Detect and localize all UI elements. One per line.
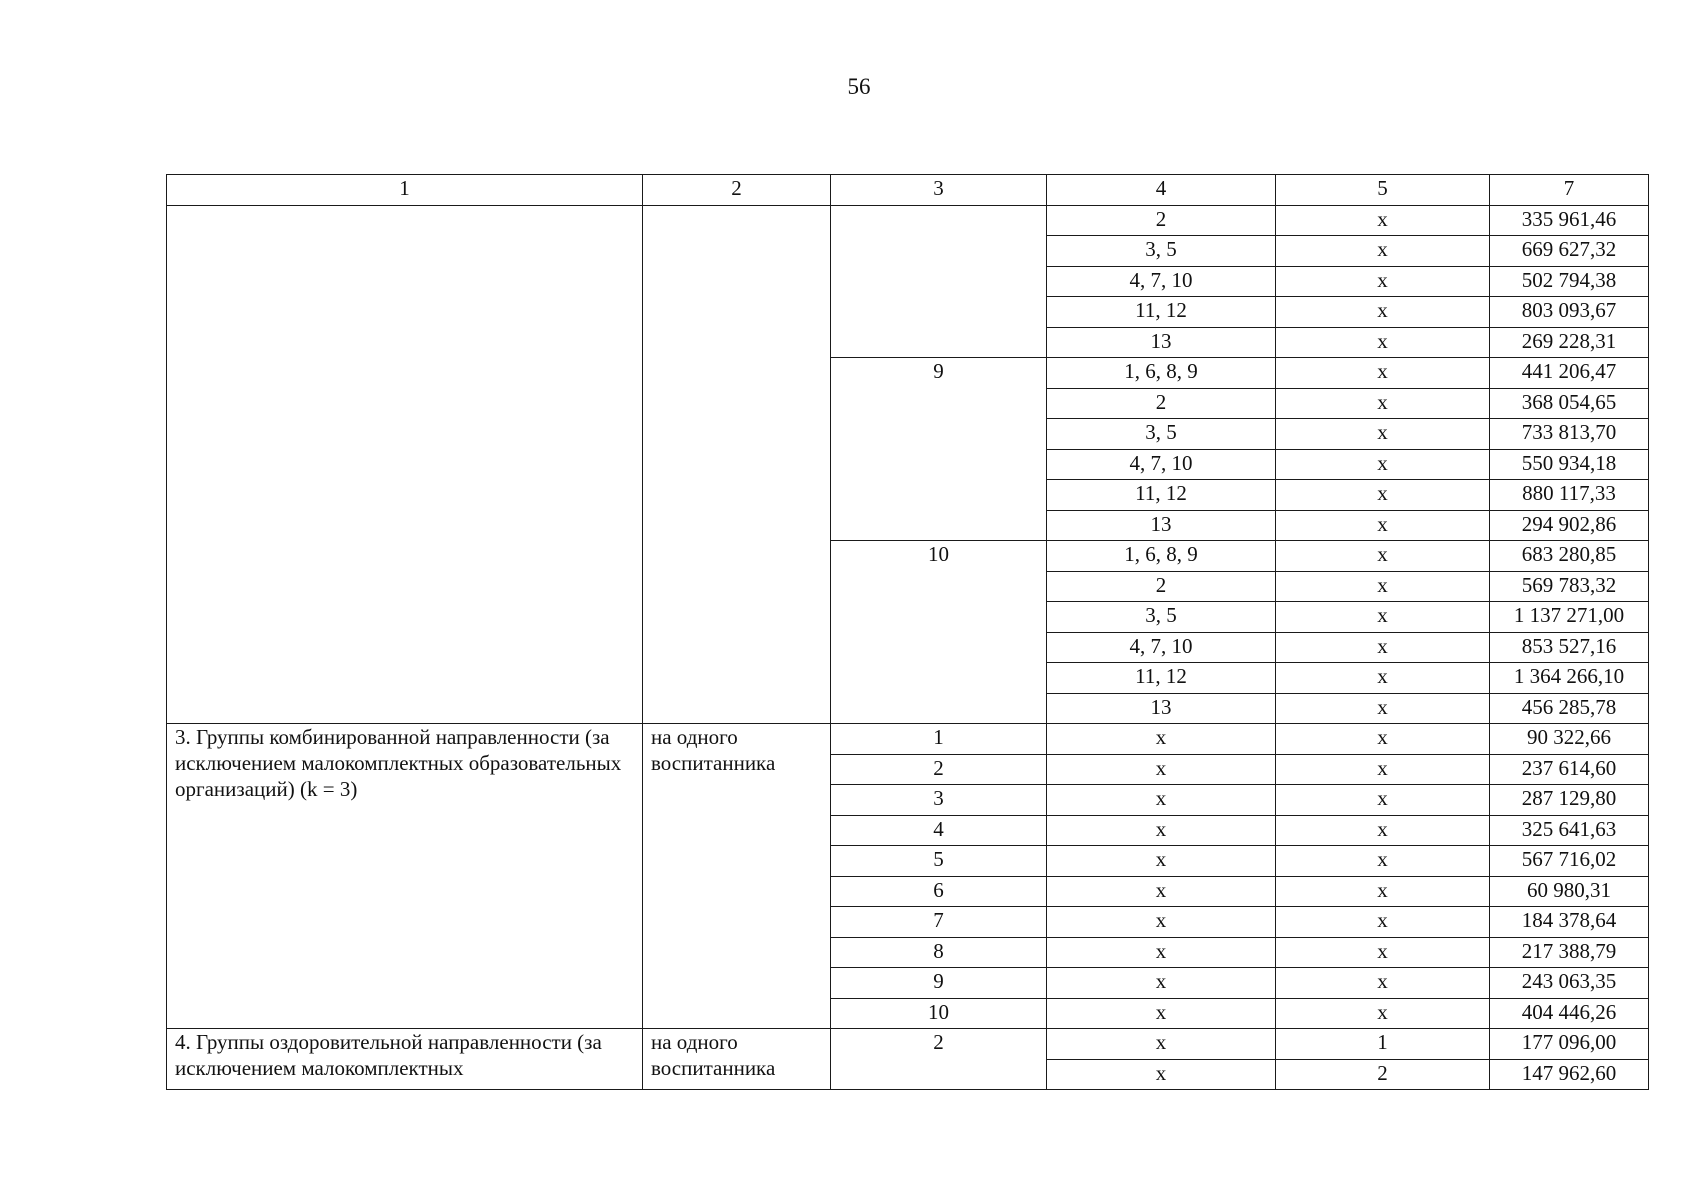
section-description: 3. Группы комбинированной направленности (за исключением малокомплектных образовательных организаций) (k = 3) [167,724,643,1029]
col7-value-cell: 294 902,86 [1490,510,1649,541]
col7-value-cell: 669 627,32 [1490,236,1649,267]
col4-cell: 3, 5 [1047,419,1276,450]
col7-value-cell: 456 285,78 [1490,693,1649,724]
col4-cell: 1, 6, 8, 9 [1047,541,1276,572]
col7-value-cell: 177 096,00 [1490,1029,1649,1060]
col7-value-cell: 683 280,85 [1490,541,1649,572]
col7-value-cell: 147 962,60 [1490,1059,1649,1090]
col5-cell: x [1276,815,1490,846]
section-unit: на одного воспитанника [643,1029,831,1090]
col5-cell: x [1276,968,1490,999]
col4-cell: 11, 12 [1047,297,1276,328]
section-description [167,205,643,724]
col7-value-cell: 287 129,80 [1490,785,1649,816]
col4-cell: 4, 7, 10 [1047,449,1276,480]
col7-value-cell: 1 137 271,00 [1490,602,1649,633]
col5-cell: x [1276,876,1490,907]
col7-value-cell: 502 794,38 [1490,266,1649,297]
group-col3-cell: 8 [831,937,1047,968]
col4-cell: 4, 7, 10 [1047,266,1276,297]
col7-value-cell: 237 614,60 [1490,754,1649,785]
col5-cell: x [1276,449,1490,480]
col5-cell: x [1276,632,1490,663]
tariff-table [166,174,1649,1090]
col7-value-cell: 569 783,32 [1490,571,1649,602]
group-col3-cell: 2 [831,754,1047,785]
col4-cell: 4, 7, 10 [1047,632,1276,663]
col7-value-cell: 60 980,31 [1490,876,1649,907]
col4-cell: x [1047,754,1276,785]
col5-cell: x [1276,419,1490,450]
table-row [167,724,1649,755]
col4-cell: 3, 5 [1047,602,1276,633]
col7-value-cell: 184 378,64 [1490,907,1649,938]
col5-cell: x [1276,327,1490,358]
group-col3-cell: 9 [831,358,1047,541]
col7-value-cell: 1 364 266,10 [1490,663,1649,694]
table-row [167,205,1649,236]
col7-value-cell: 441 206,47 [1490,358,1649,389]
section-unit: на одного воспитанника [643,724,831,1029]
section-description: 4. Группы оздоровительной направленности (за исключением малокомплектных [167,1029,643,1090]
col7-value-cell: 803 093,67 [1490,297,1649,328]
col4-cell: 13 [1047,327,1276,358]
col7-value-cell: 90 322,66 [1490,724,1649,755]
section-unit [643,205,831,724]
col4-cell: 2 [1047,205,1276,236]
col4-cell: x [1047,876,1276,907]
col4-cell: 13 [1047,510,1276,541]
col4-cell: x [1047,1029,1276,1060]
col5-cell: x [1276,785,1490,816]
header-cell-3: 3 [831,175,1047,206]
group-col3-cell: 6 [831,876,1047,907]
group-col3-cell: 10 [831,541,1047,724]
col5-cell: x [1276,388,1490,419]
col7-value-cell: 733 813,70 [1490,419,1649,450]
col7-value-cell: 853 527,16 [1490,632,1649,663]
col7-value-cell: 335 961,46 [1490,205,1649,236]
col5-cell: x [1276,358,1490,389]
header-row [167,175,1649,206]
col7-value-cell: 325 641,63 [1490,815,1649,846]
col5-cell: x [1276,205,1490,236]
col4-cell: x [1047,937,1276,968]
col7-value-cell: 567 716,02 [1490,846,1649,877]
header-cell-4: 4 [1047,175,1276,206]
group-col3-cell [831,205,1047,358]
col4-cell: x [1047,1059,1276,1090]
col4-cell: 11, 12 [1047,663,1276,694]
group-col3-cell: 3 [831,785,1047,816]
col5-cell: x [1276,541,1490,572]
header-cell-1: 1 [167,175,643,206]
group-col3-cell: 5 [831,846,1047,877]
col4-cell: x [1047,724,1276,755]
col7-value-cell: 243 063,35 [1490,968,1649,999]
page-number: 56 [847,74,871,99]
col5-cell: x [1276,846,1490,877]
col5-cell: x [1276,754,1490,785]
col7-value-cell: 404 446,26 [1490,998,1649,1029]
col4-cell: 2 [1047,388,1276,419]
col5-cell: 1 [1276,1029,1490,1060]
col5-cell: x [1276,297,1490,328]
group-col3-cell: 7 [831,907,1047,938]
header-cell-5: 5 [1276,175,1490,206]
col7-value-cell: 550 934,18 [1490,449,1649,480]
col5-cell: x [1276,998,1490,1029]
col4-cell: x [1047,846,1276,877]
group-col3-cell: 2 [831,1029,1047,1090]
group-col3-cell: 4 [831,815,1047,846]
col5-cell: x [1276,663,1490,694]
col4-cell: x [1047,968,1276,999]
col5-cell: x [1276,907,1490,938]
header-cell-7: 7 [1490,175,1649,206]
col4-cell: 2 [1047,571,1276,602]
col5-cell: x [1276,510,1490,541]
col4-cell: x [1047,815,1276,846]
col4-cell: 13 [1047,693,1276,724]
group-col3-cell: 9 [831,968,1047,999]
col4-cell: 11, 12 [1047,480,1276,511]
col5-cell: x [1276,937,1490,968]
col5-cell: x [1276,266,1490,297]
col7-value-cell: 880 117,33 [1490,480,1649,511]
col7-value-cell: 269 228,31 [1490,327,1649,358]
col4-cell: x [1047,998,1276,1029]
col5-cell: x [1276,480,1490,511]
col5-cell: 2 [1276,1059,1490,1090]
group-col3-cell: 10 [831,998,1047,1029]
table-body [167,175,1649,1090]
col4-cell: 1, 6, 8, 9 [1047,358,1276,389]
col5-cell: x [1276,693,1490,724]
col5-cell: x [1276,571,1490,602]
col4-cell: x [1047,785,1276,816]
header-cell-2: 2 [643,175,831,206]
col5-cell: x [1276,602,1490,633]
col4-cell: 3, 5 [1047,236,1276,267]
table-row [167,1029,1649,1060]
group-col3-cell: 1 [831,724,1047,755]
col4-cell: x [1047,907,1276,938]
col7-value-cell: 217 388,79 [1490,937,1649,968]
col5-cell: x [1276,724,1490,755]
col5-cell: x [1276,236,1490,267]
col7-value-cell: 368 054,65 [1490,388,1649,419]
